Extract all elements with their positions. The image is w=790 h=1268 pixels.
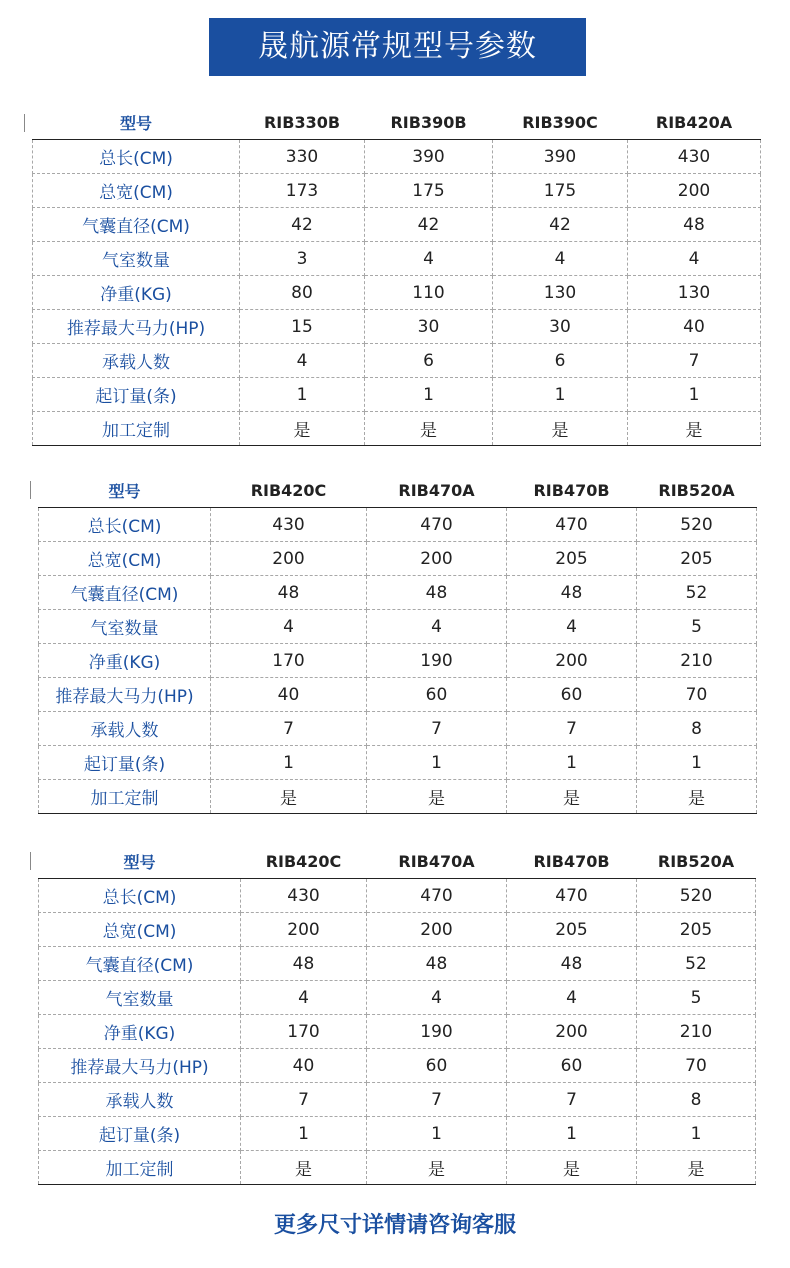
table-cell: 70 [637,1049,756,1083]
table-row [33,174,761,208]
row-label: 总长(CM) [39,879,241,913]
table-cell: 1 [628,378,761,412]
table-cell: 390 [493,140,628,174]
table-cell: 40 [241,1049,367,1083]
row-label: 气室数量 [39,610,211,644]
table-cell: 4 [367,981,507,1015]
table-cell: 8 [637,712,757,746]
row-label: 净重(KG) [33,276,240,310]
table-cell: 4 [240,344,365,378]
row-label: 净重(KG) [39,1015,241,1049]
table-row [33,378,761,412]
table-cell: 1 [507,1117,637,1151]
table-cell: 7 [367,1083,507,1117]
row-label: 推荐最大马力(HP) [33,310,240,344]
table-row [33,242,761,276]
table-cell: 4 [493,242,628,276]
row-label: 总长(CM) [39,508,211,542]
model-name: RIB470A [398,481,475,500]
table-cell: 110 [365,276,493,310]
table-cell: 200 [507,644,637,678]
table-row [39,644,757,678]
row-label: 加工定制 [39,1151,241,1185]
table-cell: 30 [493,310,628,344]
table-cell: 4 [628,242,761,276]
table-header-row [33,106,761,140]
page-title: 晟航源常规型号参数 [258,29,537,64]
footer-note: 更多尺寸详情请咨询客服 [273,1213,516,1238]
row-label: 净重(KG) [39,644,211,678]
divider [30,481,31,499]
table-cell: 是 [365,412,493,446]
table-cell: 5 [637,981,756,1015]
table-cell: 48 [507,947,637,981]
divider [24,114,25,132]
row-label: 起订量(条) [33,378,240,412]
table-row [39,981,756,1015]
model-name: RIB520A [657,852,735,871]
table-cell: 60 [367,1049,507,1083]
table-cell: 430 [628,140,761,174]
table-cell: 175 [493,174,628,208]
table-cell: 60 [507,678,637,712]
model-name: RIB470A [398,852,475,871]
row-label: 推荐最大马力(HP) [39,1049,241,1083]
row-label: 气室数量 [39,981,241,1015]
table-cell: 4 [507,981,637,1015]
table-cell: 200 [628,174,761,208]
table-cell: 70 [637,678,757,712]
table-row [39,508,757,542]
table-cell: 40 [628,310,761,344]
table-cell: 48 [507,576,637,610]
table-cell: 是 [367,780,507,814]
table-row [39,879,756,913]
table-row [39,1015,756,1049]
table-cell: 5 [637,610,757,644]
row-label: 承载人数 [33,344,240,378]
table-row [33,208,761,242]
table-cell: 200 [367,913,507,947]
table-cell: 200 [507,1015,637,1049]
table-cell: 52 [637,576,757,610]
header-label: 型号 [119,114,152,133]
table-cell: 7 [507,712,637,746]
model-name: RIB420C [250,481,327,500]
table-cell: 4 [241,981,367,1015]
row-label: 承载人数 [39,712,211,746]
table-cell: 是 [637,1151,756,1185]
table-cell: 6 [493,344,628,378]
table-cell: 60 [507,1049,637,1083]
table-row [39,1083,756,1117]
table-row [39,1151,756,1185]
row-label: 总宽(CM) [33,174,240,208]
row-label: 气囊直径(CM) [39,576,211,610]
model-name: RIB420C [265,852,342,871]
table-cell: 1 [367,1117,507,1151]
table-cell: 1 [637,746,757,780]
divider [30,852,31,870]
table-cell: 4 [211,610,367,644]
table-cell: 42 [365,208,493,242]
table-cell: 7 [241,1083,367,1117]
table-cell: 30 [365,310,493,344]
table-cell: 是 [211,780,367,814]
table-cell: 7 [628,344,761,378]
table-cell: 42 [493,208,628,242]
table-cell: 是 [507,780,637,814]
table-cell: 130 [493,276,628,310]
row-label: 起订量(条) [39,746,211,780]
table-row [39,542,757,576]
spec-table-1 [32,106,761,446]
table-cell: 3 [240,242,365,276]
table-cell: 4 [507,610,637,644]
model-name: RIB470B [533,852,610,871]
table-row [33,412,761,446]
table-row [39,947,756,981]
table-row [39,610,757,644]
table-row [39,780,757,814]
table-cell: 7 [507,1083,637,1117]
table-cell: 205 [507,913,637,947]
table-cell: 190 [367,644,507,678]
table-cell: 170 [211,644,367,678]
table-row [39,1049,756,1083]
header-label: 型号 [108,482,141,501]
table-cell: 8 [637,1083,756,1117]
table-cell: 200 [367,542,507,576]
table-header-row [39,474,757,508]
table-cell: 是 [493,412,628,446]
table-cell: 1 [637,1117,756,1151]
table-cell: 200 [211,542,367,576]
spec-table-2 [38,474,757,814]
table-cell: 470 [367,508,507,542]
table-cell: 430 [241,879,367,913]
row-label: 气室数量 [33,242,240,276]
table-cell: 470 [507,508,637,542]
table-cell: 210 [637,644,757,678]
table-cell: 48 [367,947,507,981]
model-name: RIB420A [655,113,733,132]
model-name: RIB390C [522,113,598,132]
table-cell: 是 [628,412,761,446]
table-row [33,140,761,174]
table-cell: 48 [211,576,367,610]
table-row [33,344,761,378]
table-row [39,678,757,712]
table-row [39,746,757,780]
table-cell: 390 [365,140,493,174]
table-cell: 80 [240,276,365,310]
table-cell: 1 [365,378,493,412]
table-cell: 15 [240,310,365,344]
table-cell: 430 [211,508,367,542]
table-cell: 60 [367,678,507,712]
row-label: 加工定制 [39,780,211,814]
row-label: 推荐最大马力(HP) [39,678,211,712]
table-header-row [39,845,756,879]
row-label: 起订量(条) [39,1117,241,1151]
table-row [33,310,761,344]
table-row [39,913,756,947]
table-cell: 是 [241,1151,367,1185]
row-label: 总长(CM) [33,140,240,174]
table-cell: 205 [507,542,637,576]
row-label: 总宽(CM) [39,542,211,576]
table-cell: 520 [637,879,756,913]
table-cell: 4 [365,242,493,276]
table-cell: 6 [365,344,493,378]
table-cell: 173 [240,174,365,208]
model-name: RIB330B [263,113,341,132]
table-cell: 52 [637,947,756,981]
model-name: RIB470B [533,481,610,500]
table-cell: 210 [637,1015,756,1049]
row-label: 气囊直径(CM) [39,947,241,981]
model-name: RIB520A [658,481,735,500]
table-row [39,712,757,746]
spec-table-3 [38,845,756,1185]
row-label: 加工定制 [33,412,240,446]
header-label: 型号 [123,853,156,872]
model-name: RIB390B [390,113,467,132]
table-cell: 1 [507,746,637,780]
table-cell: 470 [367,879,507,913]
table-row [39,576,757,610]
row-label: 气囊直径(CM) [33,208,240,242]
table-cell: 是 [637,780,757,814]
table-cell: 130 [628,276,761,310]
table-cell: 是 [507,1151,637,1185]
table-cell: 1 [367,746,507,780]
table-cell: 40 [211,678,367,712]
table-cell: 170 [241,1015,367,1049]
table-cell: 48 [241,947,367,981]
table-cell: 7 [367,712,507,746]
table-cell: 4 [367,610,507,644]
table-cell: 205 [637,542,757,576]
table-cell: 205 [637,913,756,947]
table-cell: 1 [241,1117,367,1151]
table-cell: 330 [240,140,365,174]
table-cell: 520 [637,508,757,542]
table-cell: 190 [367,1015,507,1049]
table-row [39,1117,756,1151]
table-cell: 48 [628,208,761,242]
table-cell: 7 [211,712,367,746]
table-row [33,276,761,310]
table-cell: 200 [241,913,367,947]
row-label: 总宽(CM) [39,913,241,947]
table-cell: 是 [367,1151,507,1185]
table-cell: 是 [240,412,365,446]
table-cell: 48 [367,576,507,610]
table-cell: 175 [365,174,493,208]
table-cell: 1 [493,378,628,412]
table-cell: 470 [507,879,637,913]
page-title-banner [209,18,586,76]
row-label: 承载人数 [39,1083,241,1117]
table-cell: 42 [240,208,365,242]
table-cell: 1 [211,746,367,780]
table-cell: 1 [240,378,365,412]
